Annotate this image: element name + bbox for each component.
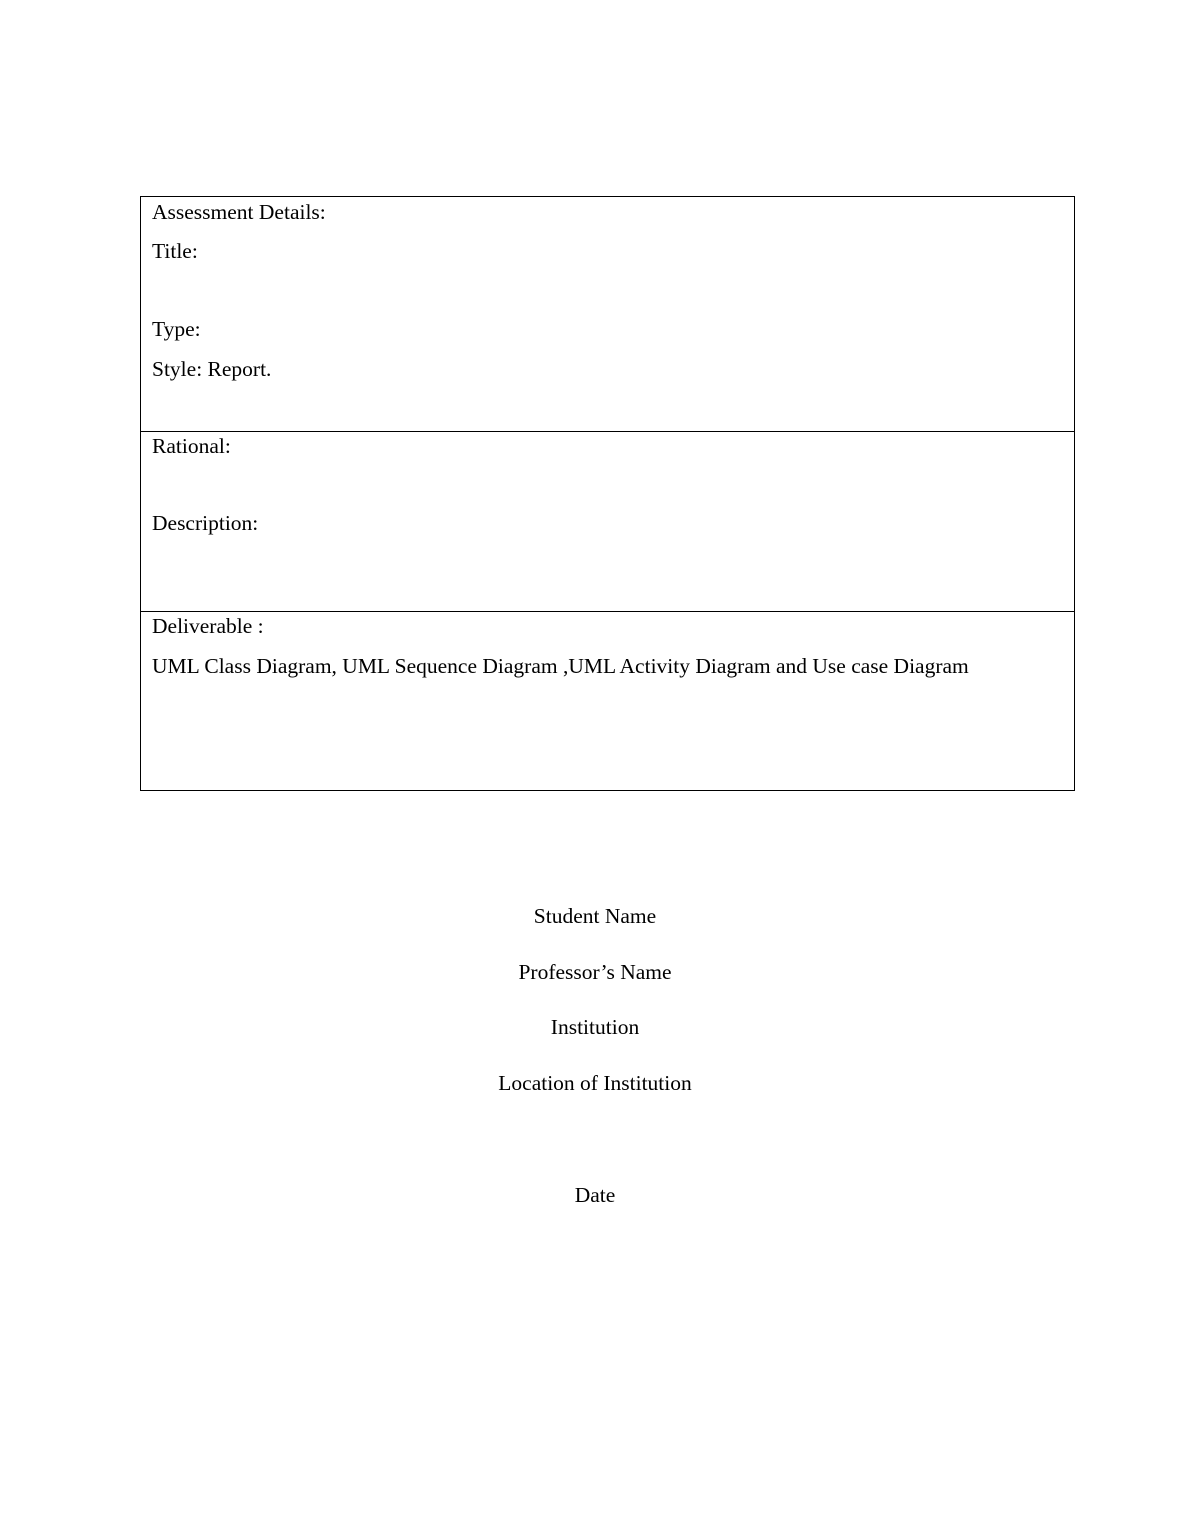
title-label: Title: xyxy=(152,239,198,263)
rationale-cell xyxy=(141,432,1074,612)
description-label: Description: xyxy=(152,511,259,535)
institution-location: Location of Institution xyxy=(498,1071,692,1095)
deliverable-label: Deliverable : xyxy=(152,614,264,638)
student-name: Student Name xyxy=(533,904,657,928)
deliverable-text: UML Class Diagram, UML Sequence Diagram ,UML Activity Diagram and Use case Diagram xyxy=(152,654,969,678)
rational-label: Rational: xyxy=(152,434,231,458)
assessment-table xyxy=(140,196,1075,791)
institution: Institution xyxy=(550,1015,640,1039)
assessment-details-label: Assessment Details: xyxy=(152,200,326,224)
assessment-details-cell xyxy=(141,197,1074,432)
deliverable-cell xyxy=(141,612,1074,790)
type-label: Type: xyxy=(152,317,201,341)
date: Date xyxy=(574,1183,616,1207)
professor-name: Professor’s Name xyxy=(518,960,672,984)
style-label: Style: Report. xyxy=(152,357,272,381)
